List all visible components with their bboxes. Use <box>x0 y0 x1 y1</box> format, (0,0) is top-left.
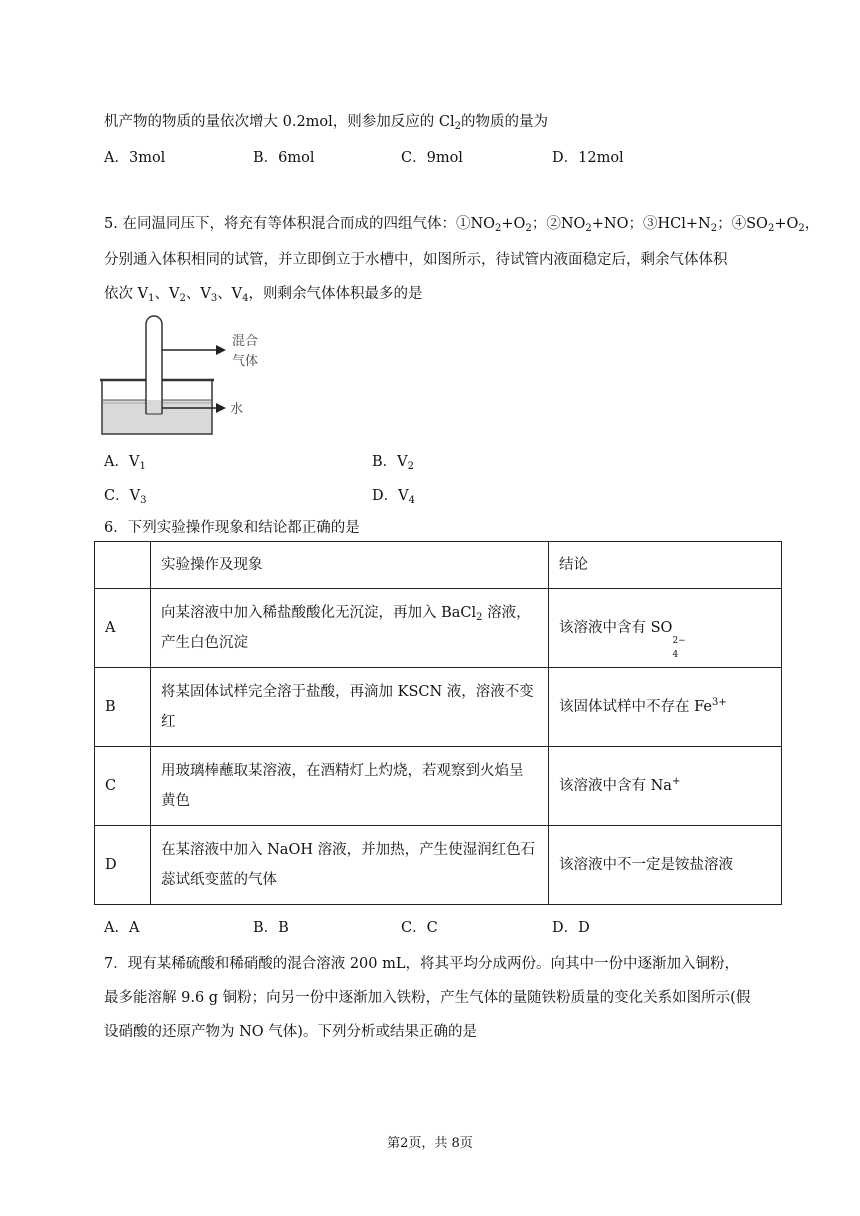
q6-option-a: A．A <box>104 920 140 936</box>
water-label: 水 <box>230 402 244 417</box>
header-conclusion: 结论 <box>549 542 782 589</box>
q5-stem-line3: 依次 $V_1$、$V_2$、$V_3$、$V_4$，则剩余气体体积最多的是 <box>104 286 423 304</box>
q5-option-c: C．$V_3$ <box>104 488 147 506</box>
page-footer: 第2页，共 8页 <box>387 1136 473 1151</box>
q7-stem-line3: 设硝酸的还原产物为 NO 气体)。下列分析或结果正确的是 <box>104 1024 477 1040</box>
q5-stem-line2: 分别通入体积相同的试管，并立即倒立于水槽中，如图所示，待试管内液面稳定后，剩余气体体积 <box>104 252 728 268</box>
row-operation: 将某固体试样完全溶于盐酸，再滴加 KSCN 液，溶液不变 红 <box>151 668 549 747</box>
tube-water <box>147 400 161 414</box>
test-tube-diagram <box>100 310 300 440</box>
q7-stem-line1: 7．现有某稀硫酸和稀硝酸的混合溶液 200 mL，将其平均分成两份。向其中一份中逐渐加入铜粉， <box>104 956 739 972</box>
q4-text: 机产物的物质的量依次增大 0.2mol，则参加反应的 $Cl_2$的物质的量为 <box>104 114 548 132</box>
q5-figure <box>100 310 300 444</box>
q4-option-a: A．3mol <box>104 150 166 166</box>
table-row <box>95 668 782 747</box>
q5-stem-line1: 5. 在同温同压下，将充有等体积混合而成的四组气体：$①NO_2+O_2$；$②NO_2+NO$；$③HCl+N_2$；$④SO_2+O_2$， <box>104 216 820 234</box>
row-operation: 用玻璃棒蘸取某溶液，在酒精灯上灼烧，若观察到火焰呈 黄色 <box>151 747 549 826</box>
row-conclusion: 该溶液中含有 SO 2− 4 <box>549 589 782 668</box>
q6-option-c: C．C <box>401 920 438 936</box>
q7-stem-line2: 最多能溶解 9.6 g 铜粉；向另一份中逐渐加入铁粉，产生气体的量随铁粉质量的变化关系如图所示(假 <box>104 990 751 1006</box>
header-blank <box>95 542 151 589</box>
q4-option-c: C．9mol <box>401 150 463 166</box>
row-conclusion: 该固体试样中不存在 $Fe^{3+}$ <box>549 668 782 747</box>
q6-table <box>94 541 782 905</box>
q4-option-b: B．6mol <box>253 150 315 166</box>
gas-label-line1: 混合 <box>232 334 259 349</box>
row-conclusion: 该溶液中含有 Na+ <box>549 747 782 826</box>
gas-label <box>232 332 258 372</box>
row-label: C <box>95 747 151 826</box>
row-label: B <box>95 668 151 747</box>
q6-stem: 6．下列实验操作现象和结论都正确的是 <box>104 520 360 536</box>
q6-option-b: B．B <box>253 920 289 936</box>
table-row <box>95 826 782 905</box>
table-row <box>95 589 782 668</box>
q6-option-d: D．D <box>552 920 590 936</box>
q5-option-a: A．$V_1$ <box>104 454 146 472</box>
table-row <box>95 747 782 826</box>
q5-option-d: D．$V_4$ <box>372 488 415 506</box>
row-label: D <box>95 826 151 905</box>
gas-label-line2: 气体 <box>232 354 259 369</box>
table-header-row <box>95 542 782 589</box>
test-tube <box>146 316 162 414</box>
row-conclusion: 该溶液中不一定是铵盐溶液 <box>549 826 782 905</box>
gas-arrow-head <box>216 345 226 355</box>
header-operation: 实验操作及现象 <box>151 542 549 589</box>
row-operation: 向某溶液中加入稀盐酸酸化无沉淀，再加入 BaCl$_2$ 溶液， 产生白色沉淀 <box>151 589 549 668</box>
q5-option-b: B．$V_2$ <box>372 454 415 472</box>
row-label: A <box>95 589 151 668</box>
water-arrow-head <box>216 403 226 413</box>
q4-option-d: D．12mol <box>552 150 624 166</box>
row-operation: 在某溶液中加入 NaOH 溶液，并加热，产生使湿润红色石 蕊试纸变蓝的气体 <box>151 826 549 905</box>
